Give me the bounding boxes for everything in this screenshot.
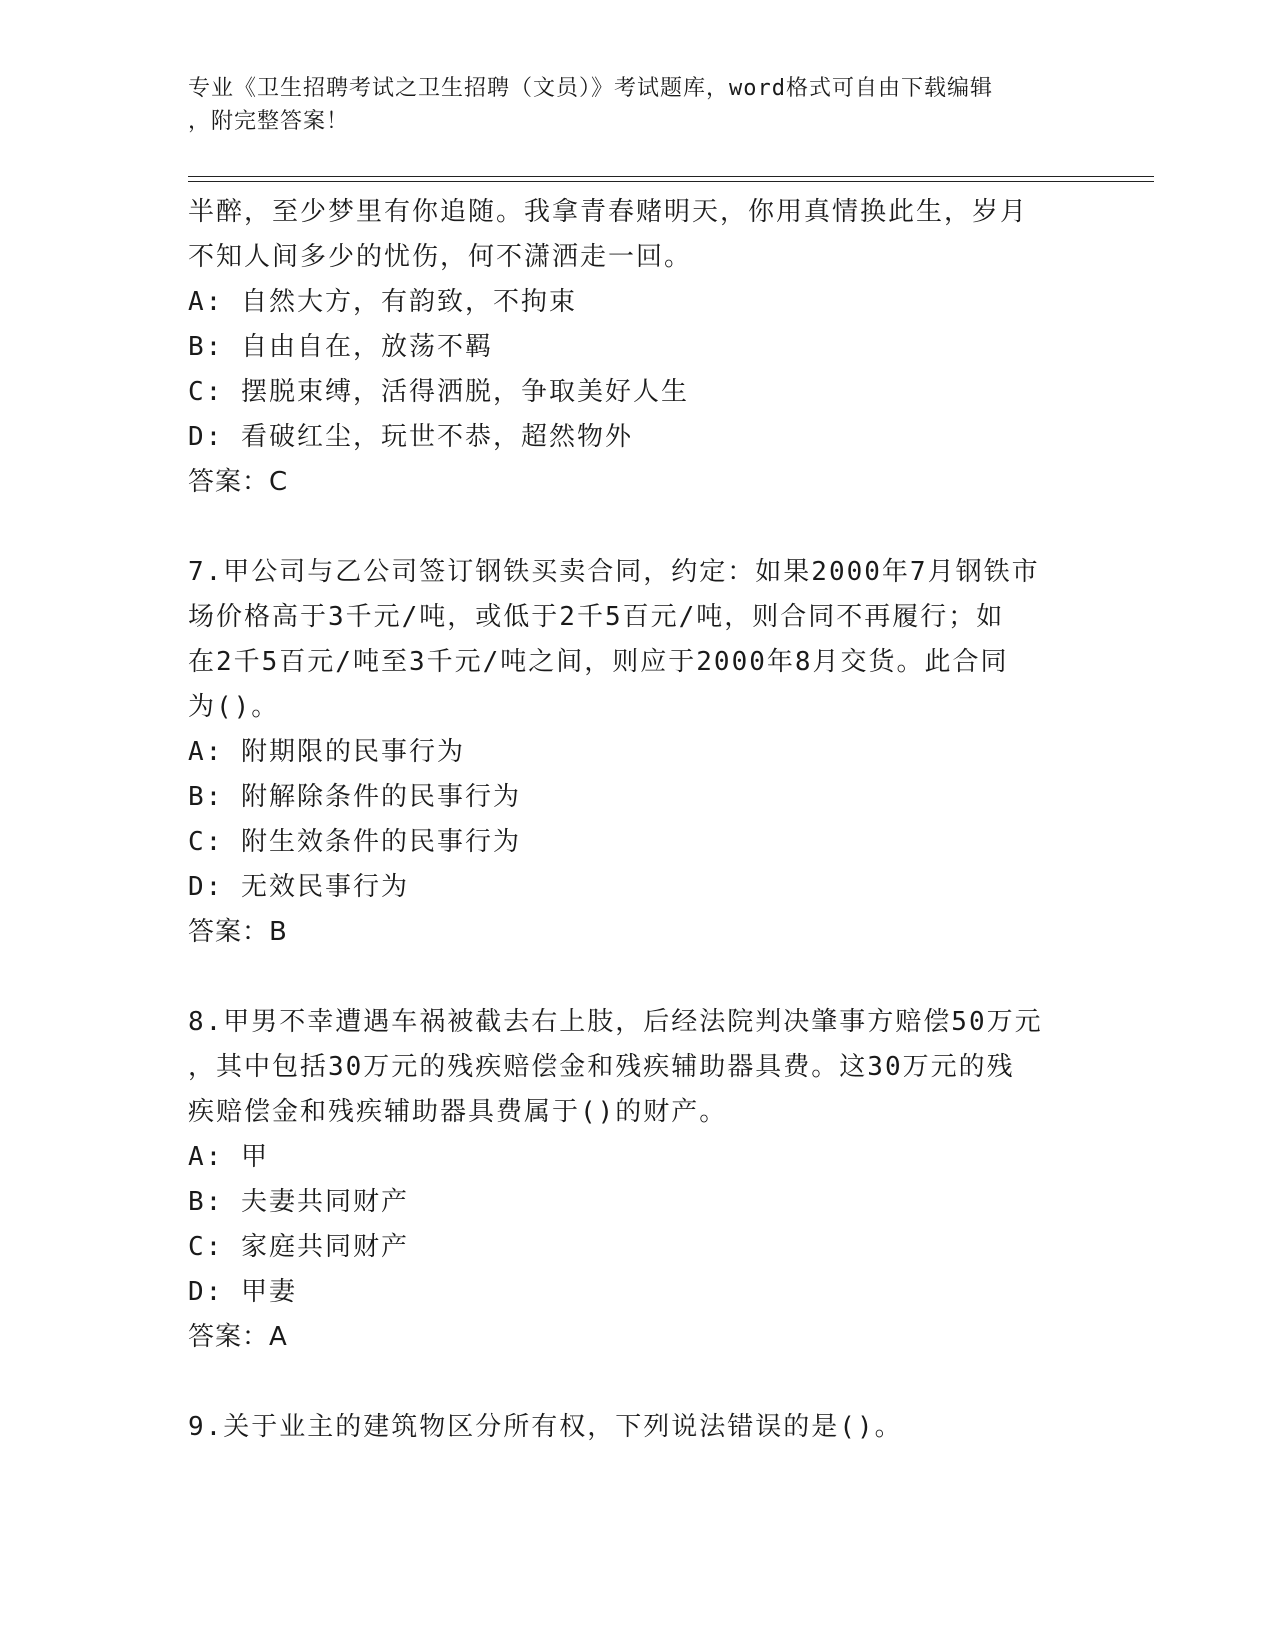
spacer (188, 505, 1088, 550)
option-d: D: 无效民事行为 (188, 872, 409, 902)
option-b: B: 附解除条件的民事行为 (188, 782, 521, 812)
header-line-1: 专业《卫生招聘考试之卫生招聘（文员）》考试题库，word格式可自由下载编辑 (188, 76, 993, 101)
option-d: D: 甲妻 (188, 1277, 297, 1307)
question-text-line: 半醉，至少梦里有你追随。我拿青春赌明天，你用真情换此生，岁月 (188, 197, 1029, 227)
question-9 (188, 1405, 1088, 1450)
question-7 (188, 550, 1088, 955)
spacer (188, 955, 1088, 1000)
question-text-line: 场价格高于3千元/吨，或低于2千5百元/吨，则合同不再履行；如 (188, 602, 1005, 632)
answer: 答案：B (188, 917, 288, 947)
option-a: A: 甲 (188, 1142, 269, 1172)
option-c: C: 家庭共同财产 (188, 1232, 409, 1262)
option-c: C: 附生效条件的民事行为 (188, 827, 521, 857)
question-text-line: 在2千5百元/吨至3千元/吨之间，则应于2000年8月交货。此合同 (188, 647, 1009, 677)
option-a: A: 自然大方，有韵致，不拘束 (188, 287, 577, 317)
question-text-line: 9.关于业主的建筑物区分所有权，下列说法错误的是()。 (188, 1412, 903, 1442)
option-d: D: 看破红尘，玩世不恭，超然物外 (188, 422, 633, 452)
question-text-line: 疾赔偿金和残疾辅助器具费属于()的财产。 (188, 1097, 728, 1127)
header-divider-bottom (188, 181, 1154, 182)
question-6 (188, 190, 1088, 505)
question-text-line: 7.甲公司与乙公司签订钢铁买卖合同，约定：如果2000年7月钢铁市 (188, 557, 1040, 587)
option-c: C: 摆脱束缚，活得洒脱，争取美好人生 (188, 377, 689, 407)
question-text-line: ，其中包括30万元的残疾赔偿金和残疾辅助器具费。这30万元的残 (188, 1052, 1015, 1082)
question-text-line: 不知人间多少的忧伤，何不潇洒走一回。 (188, 242, 693, 272)
option-b: B: 自由自在，放荡不羁 (188, 332, 493, 362)
answer: 答案：A (188, 1322, 288, 1352)
question-8 (188, 1000, 1088, 1360)
header-line-2: ，附完整答案！ (188, 109, 350, 134)
question-text-line: 为()。 (188, 692, 280, 722)
option-b: B: 夫妻共同财产 (188, 1187, 409, 1217)
header-divider-top (188, 176, 1154, 177)
question-text-line: 8.甲男不幸遭遇车祸被截去右上肢，后经法院判决肇事方赔偿50万元 (188, 1007, 1043, 1037)
question-list (188, 190, 1088, 1450)
document-header (188, 72, 1068, 138)
option-a: A: 附期限的民事行为 (188, 737, 465, 767)
answer: 答案：C (188, 467, 289, 497)
spacer (188, 1360, 1088, 1405)
